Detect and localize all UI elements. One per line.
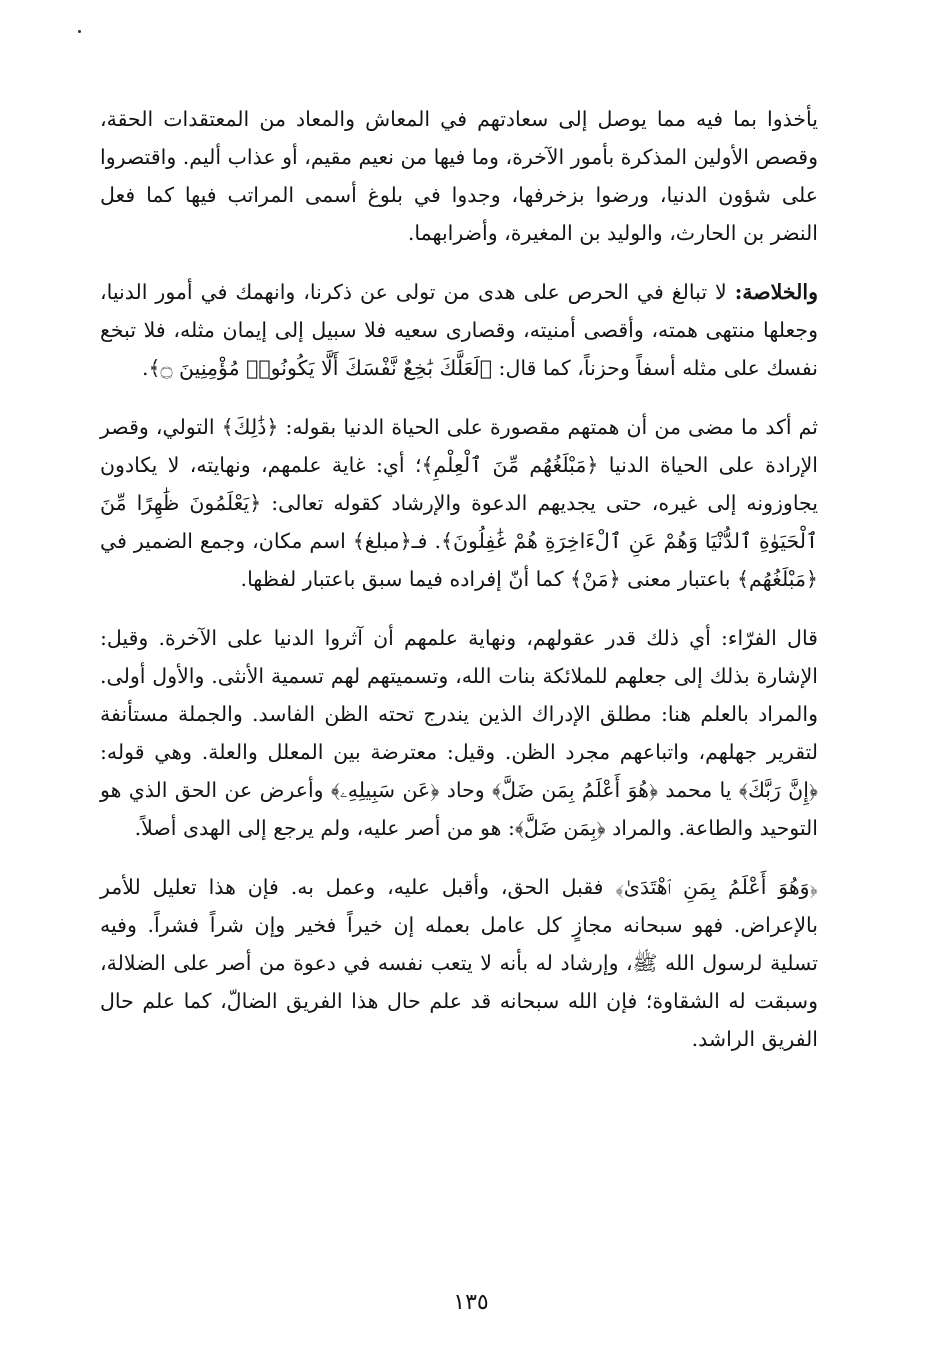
paragraph-4 bbox=[100, 619, 818, 847]
paragraph-1 bbox=[100, 100, 818, 252]
page-body bbox=[100, 100, 818, 1079]
stray-ink-dot bbox=[78, 30, 81, 33]
paragraph-2-text: لا تبالغ في الحرص على هدى من تولى عن ذكرنا، وانهمك في أمور الدنيا، وجعلها منتهى همته، وأقصى أمنيته، وقصارى سعيه فلا سبيل إلى إيمان مثله، فلا تبخع نفسك على مثله أسفاً وحزناً، كما قال: ﴿لَعَلَّكَ بَٰخِعٌ نَّفْسَكَ أَلَّا يَكُونُوا۟ مُؤْمِنِينَ ۝﴾. bbox=[100, 280, 818, 380]
paragraph-2 bbox=[100, 273, 818, 387]
paragraph-1-text: يأخذوا بما فيه مما يوصل إلى سعادتهم في المعاش والمعاد من المعتقدات الحقة، وقصص الأولين المذكرة بأمور الآخرة، وما فيها من نعيم مقيم، أو عذاب أليم. واقتصروا على شؤون الدنيا، ورضوا بزخرفها، وجدوا في بلوغ أسمى المراتب فيها كما فعل النضر بن الحارث، والوليد بن المغيرة، وأضرابهما. bbox=[100, 107, 818, 245]
paragraph-5 bbox=[100, 868, 818, 1058]
paragraph-3 bbox=[100, 408, 818, 598]
paragraph-2-lead: والخلاصة: bbox=[734, 280, 818, 304]
paragraph-3-text: ثم أكد ما مضى من أن همتهم مقصورة على الحياة الدنيا بقوله: ﴿ذَٰلِكَ﴾ التولي، وقصر الإرادة على الحياة الدنيا ﴿مَبْلَغُهُم مِّنَ ٱلْعِلْمِ﴾؛ أي: غاية علمهم، ونهايته، لا يكادون يجاوزونه إلى غيره، حتى يجديهم الدعوة والإرشاد كقوله تعالى: ﴿يَعْلَمُونَ ظَٰهِرًا مِّنَ ٱلْحَيَوٰةِ ٱلدُّنْيَا وَهُمْ عَنِ ٱلْءَاخِرَةِ هُمْ غَٰفِلُونَ﴾. فـ﴿مبلغ﴾ اسم مكان، وجمع الضمير في ﴿مَبْلَغُهُم﴾ باعتبار معنى ﴿مَنْ﴾ كما أنّ إفراده فيما سبق باعتبار لفظها. bbox=[100, 415, 818, 591]
paragraph-4-text: قال الفرّاء: أي ذلك قدر عقولهم، ونهاية علمهم أن آثروا الدنيا على الآخرة. وقيل: الإشارة بذلك إلى جعلهم للملائكة بنات الله، وتسميتهم لهم تسمية الأنثى. والأول أولى. والمراد بالعلم هنا: مطلق الإدراك الذين يندرج تحته الظن الفاسد. والجملة مستأنفة لتقرير جهلهم، واتباعهم مجرد الظن. وقيل: معترضة بين المعلل والعلة. وهي قوله: ﴿إِنَّ رَبَّكَ﴾ يا محمد ﴿هُوَ أَعْلَمُ بِمَن ضَلَّ﴾ وحاد ﴿عَن سَبِيلِهِۦ﴾ وأعرض عن الحق الذي هو التوحيد والطاعة. والمراد ﴿بِمَن ضَلَّ﴾: هو من أصر عليه، ولم يرجع إلى الهدى أصلاً. bbox=[100, 626, 818, 840]
page-number: ١٣٥ bbox=[453, 1290, 489, 1315]
paragraph-5-text: ﴿وَهُوَ أَعْلَمُ بِمَنِ ٱهْتَدَىٰ﴾ فقبل الحق، وأقبل عليه، وعمل به. فإن هذا تعليل للأمر بالإعراض. فهو سبحانه مجازٍ كل عامل بعمله إن خيراً فخير وإن شراً فشراً. وفيه تسلية لرسول الله ﷺ، وإرشاد له بأنه لا يتعب نفسه في دعوة من أصر على الضلالة، وسبقت له الشقاوة؛ فإن الله سبحانه قد علم حال هذا الفريق الضالّ، كما علم حال الفريق الراشد. bbox=[100, 875, 818, 1051]
